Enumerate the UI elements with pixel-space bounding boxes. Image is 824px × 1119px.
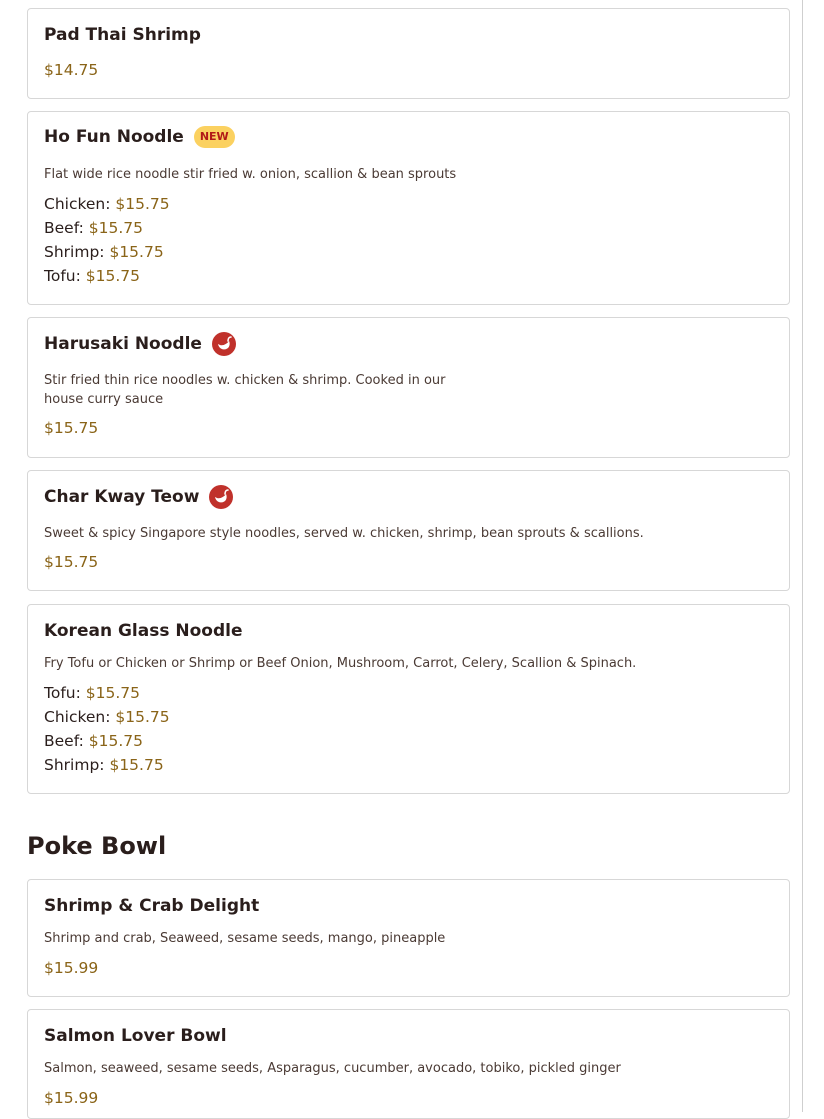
item-description: Stir fried thin rice noodles w. chicken & shrimp. Cooked in our house curry sauce	[44, 373, 446, 407]
item-title: Korean Glass Noodle	[44, 621, 243, 641]
item-title: Salmon Lover Bowl	[44, 1026, 227, 1046]
option-row: Shrimp: $15.75	[44, 243, 164, 261]
menu-item-card[interactable]	[27, 1009, 790, 1119]
menu-item-card[interactable]	[27, 8, 790, 99]
new-badge: NEW	[194, 126, 235, 148]
option-row: Beef: $15.75	[44, 732, 144, 750]
option-row: Beef: $15.75	[44, 219, 144, 237]
item-title: Char Kway Teow	[44, 485, 233, 509]
item-options	[44, 192, 170, 288]
option-row: Chicken: $15.75	[44, 195, 170, 213]
spicy-pepper-icon	[209, 485, 233, 509]
menu-item-card[interactable]	[27, 879, 790, 997]
menu-item-card[interactable]	[27, 604, 790, 794]
item-title: Shrimp & Crab Delight	[44, 896, 260, 916]
option-row: Tofu: $15.75	[44, 267, 141, 285]
item-price: $15.99	[44, 959, 99, 977]
menu-item-card[interactable]	[27, 111, 790, 305]
item-description: Shrimp and crab, Seaweed, sesame seeds, mango, pineapple	[44, 931, 446, 946]
item-options	[44, 681, 170, 777]
item-price: $15.75	[44, 553, 99, 571]
item-description: Sweet & spicy Singapore style noodles, served w. chicken, shrimp, bean sprouts & scallions.	[44, 526, 644, 541]
section-heading: Poke Bowl	[27, 832, 167, 860]
item-price: $15.75	[44, 419, 99, 437]
option-row: Tofu: $15.75	[44, 684, 141, 702]
item-description: Salmon, seaweed, sesame seeds, Asparagus, cucumber, avocado, tobiko, pickled ginger	[44, 1061, 621, 1076]
scroll-divider	[802, 0, 803, 1112]
item-description: Fry Tofu or Chicken or Shrimp or Beef Onion, Mushroom, Carrot, Celery, Scallion & Spinach.	[44, 656, 637, 671]
item-price: $15.99	[44, 1089, 99, 1107]
item-price: $14.75	[44, 61, 99, 79]
spicy-pepper-icon	[212, 332, 236, 356]
item-description: Flat wide rice noodle stir fried w. onion, scallion & bean sprouts	[44, 167, 457, 182]
item-title: Pad Thai Shrimp	[44, 25, 201, 45]
menu-item-card[interactable]	[27, 470, 790, 591]
item-title: Harusaki Noodle	[44, 332, 236, 356]
option-row: Chicken: $15.75	[44, 708, 170, 726]
item-title: Ho Fun Noodle NEW	[44, 126, 235, 148]
menu-item-card[interactable]	[27, 317, 790, 458]
option-row: Shrimp: $15.75	[44, 756, 164, 774]
